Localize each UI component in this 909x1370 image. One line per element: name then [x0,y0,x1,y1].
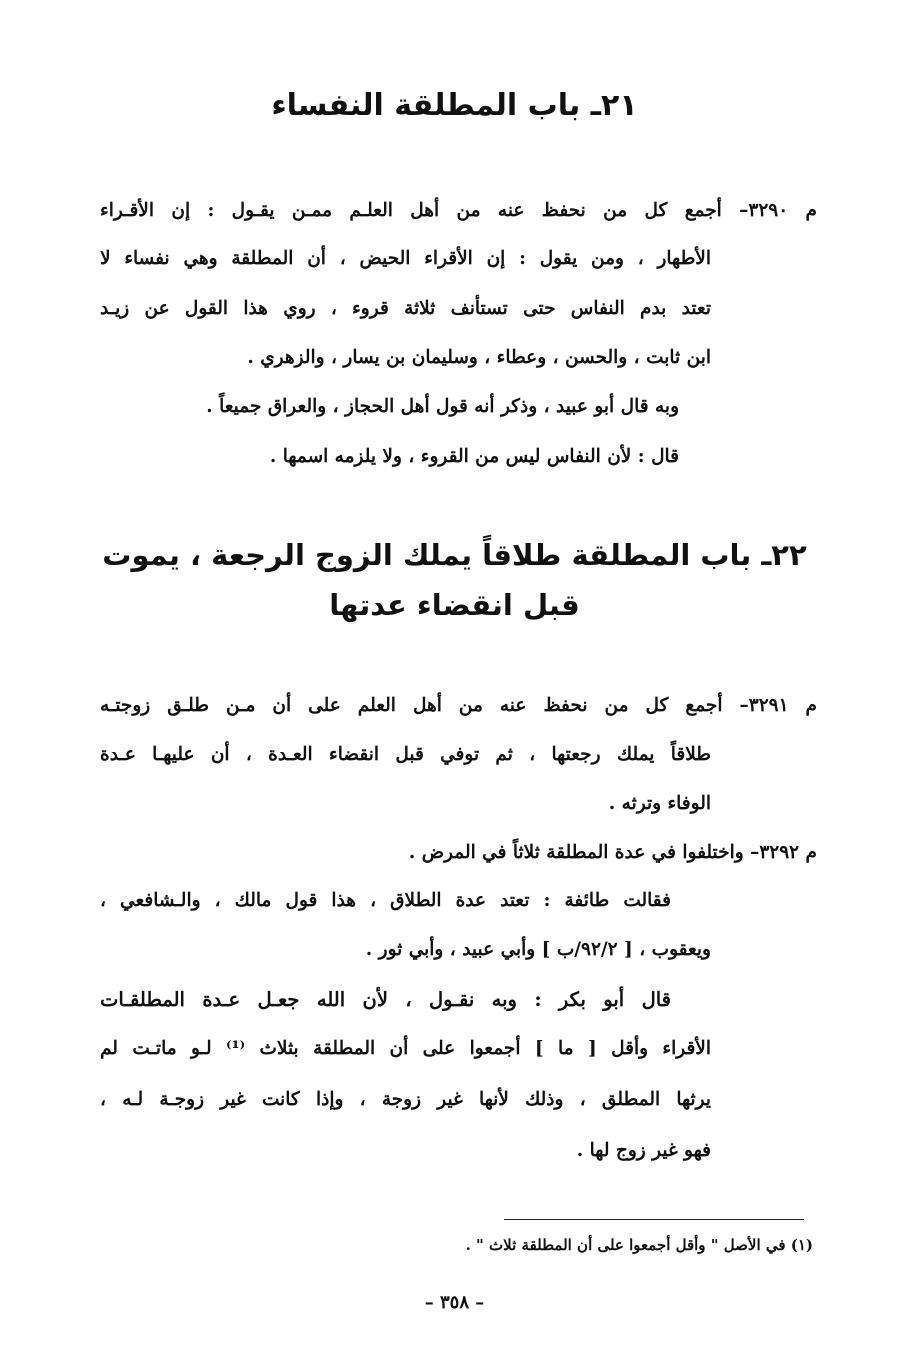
entry-3292-line-2: فقالت طائفة : تعتد عدة الطلاق ، هذا قول مالك ، والـشافعي ، [100,890,671,911]
abu-bakr-line-3: يرثها المطلق ، وذلك لأنها غير زوجة ، وإذا كانت غير زوجـة لـه ، [100,1089,711,1110]
footnote: (١) في الأصل " وأقل أجمعوا على أن المطلقة ثلاث " . [465,1236,813,1254]
chapter-22-heading-line-2: قبل انقضاء عدتها [329,588,580,622]
entry-3291-line-1: م ٣٢٩١– أجمع كل من نحفظ عنه من أهل العلم على أن مـن طلـق زوجتـه [100,695,817,716]
entry-3292-line-3: ويعقوب ، [ ٩٢/٢/ب ] وأبي عبيد ، وأبي ثور . [365,939,711,960]
chapter-22-heading [60,530,849,630]
abu-bakr-line-2: الأقراء وأقل [ ما ] أجمعوا على أن المطلقة بثلاث ⁽¹⁾ لـو ماتـت لم [100,1038,711,1059]
entry-3290-line-4: ابن ثابت ، والحسن ، وعطاء ، وسليمان بن يسار ، والزهري . [247,347,711,368]
entry-3290-line-3: تعتد بدم النفاس حتى تستأنف ثلاثة قروء ، روي هذا القول عن زيـد [100,298,711,319]
abu-bakr-line-4: فهو غير زوج لها . [576,1140,711,1161]
entry-3290-line-6: قال : لأن النفاس ليس من القروء ، ولا يلزمه اسمها . [269,446,679,467]
entry-3292-line-1: م ٣٢٩٢– واختلفوا في عدة المطلقة ثلاثاً في المرض . [408,842,817,863]
page-number: – ٣٥٨ – [424,1292,485,1313]
entry-3291-line-2: طلاقاً يملك رجعتها ، ثم توفي قبل انقضاء العـدة ، أن عليهـا عـدة [100,744,711,765]
entry-3290-line-5: وبه قال أبو عبيد ، وذكر أنه قول أهل الحجاز ، والعراق جميعاً . [206,396,679,417]
chapter-22-heading-line-1: ٢٢ـ باب المطلقة طلاقاً يملك الزوج الرجعة ، يموت [102,538,807,572]
abu-bakr-line-1: قال أبو بكر : وبه نقـول ، لأن الله جعـل عـدة المطلقـات [100,988,671,1011]
entry-3290-line-1: م ٣٢٩٠– أجمع كل من نحفظ عنه من أهل العلـم ممـن يقـول : إن الأقـراء [100,200,817,221]
entry-3290-line-2: الأطهار ، ومن يقول : إن الأقراء الحيض ، أن المطلقة وهي نفساء لا [100,248,711,269]
chapter-21-heading: ٢١ـ باب المطلقة النفساء [271,88,638,123]
footnote-divider [504,1219,804,1220]
entry-3291-line-3: الوفاء وترثه . [608,793,711,814]
